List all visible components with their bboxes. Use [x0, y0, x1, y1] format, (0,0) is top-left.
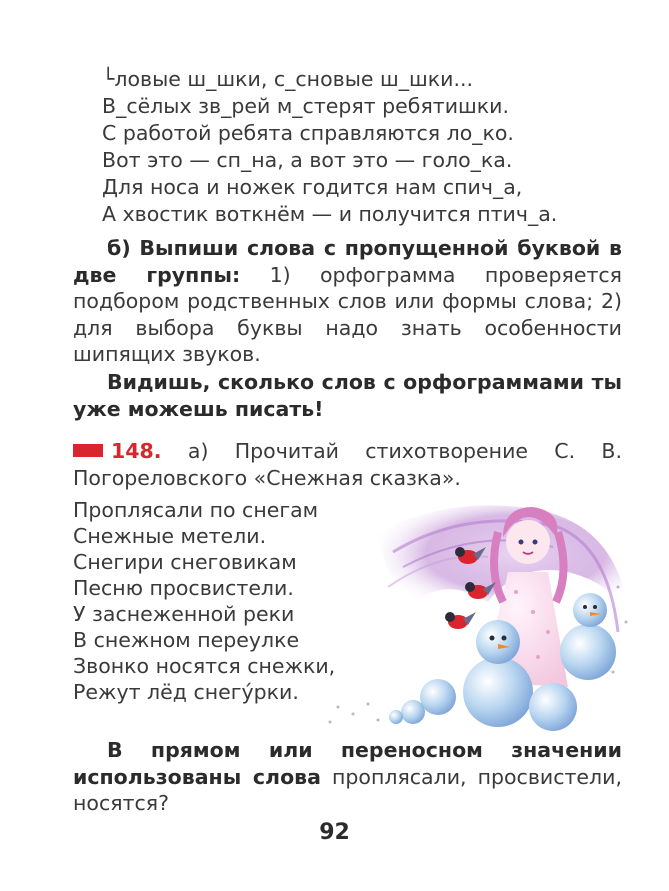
poem-line: Вот это — сп_на, а вот это — голо_ка.	[102, 148, 513, 172]
exercise-marker-icon	[73, 444, 103, 457]
question-text: проплясали, просвистели, носятся?	[73, 764, 622, 815]
exercise-number: 148.	[111, 439, 162, 463]
poem-line: └ловые ш_шки, с_сновые ш_шки...	[102, 67, 474, 91]
poem-line: Проплясали по снегам	[73, 498, 319, 522]
exercise-text: а) Прочитай стихотворение С. В. Погорeловского «Снежная сказка».	[73, 439, 622, 490]
poem-line: А хвостик воткнём — и получится птич_а.	[102, 202, 558, 226]
page-number: 92	[319, 820, 350, 845]
poem-line: В_сёлых зв_рей м_стерят ребятишки.	[102, 94, 510, 118]
task-b-bold: б) Выпиши слова с пропущенной буквой в две группы:	[73, 236, 622, 287]
poem-line: Звонко носятся снежки,	[73, 654, 336, 678]
poem-line: У заснеженной реки	[73, 602, 295, 626]
snow-maiden-illustration	[318, 492, 638, 737]
poem-line: Снежные метели.	[73, 524, 267, 548]
bullfinch-icon	[445, 612, 476, 629]
note-paragraph: Видишь, сколько слов с орфограммами ты уже можешь писать!	[73, 370, 622, 421]
question-paragraph	[73, 737, 622, 817]
poem-line: Для носа и ножек годится нам спич_а,	[102, 175, 523, 199]
exercise-heading	[73, 438, 622, 491]
poem-line: В снежном переулке	[73, 628, 300, 652]
poem-line: С работой ребята справляются ло_ко.	[102, 121, 514, 145]
question-bold: В прямом или переносном значении использованы слова	[73, 738, 622, 789]
snowman-icon	[560, 593, 616, 680]
poem-line: Песню просвистели.	[73, 576, 294, 600]
task-b-text: 1) орфограмма проверяется подбором родственных слов или формы слова; 2) для выбора буквы надо знать особенности шипящих звуков.	[73, 262, 622, 366]
poem-line: Снегири снеговикам	[73, 550, 297, 574]
task-b-paragraph	[73, 235, 622, 368]
poem-line: Режут лёд снегу́рки.	[73, 680, 299, 704]
